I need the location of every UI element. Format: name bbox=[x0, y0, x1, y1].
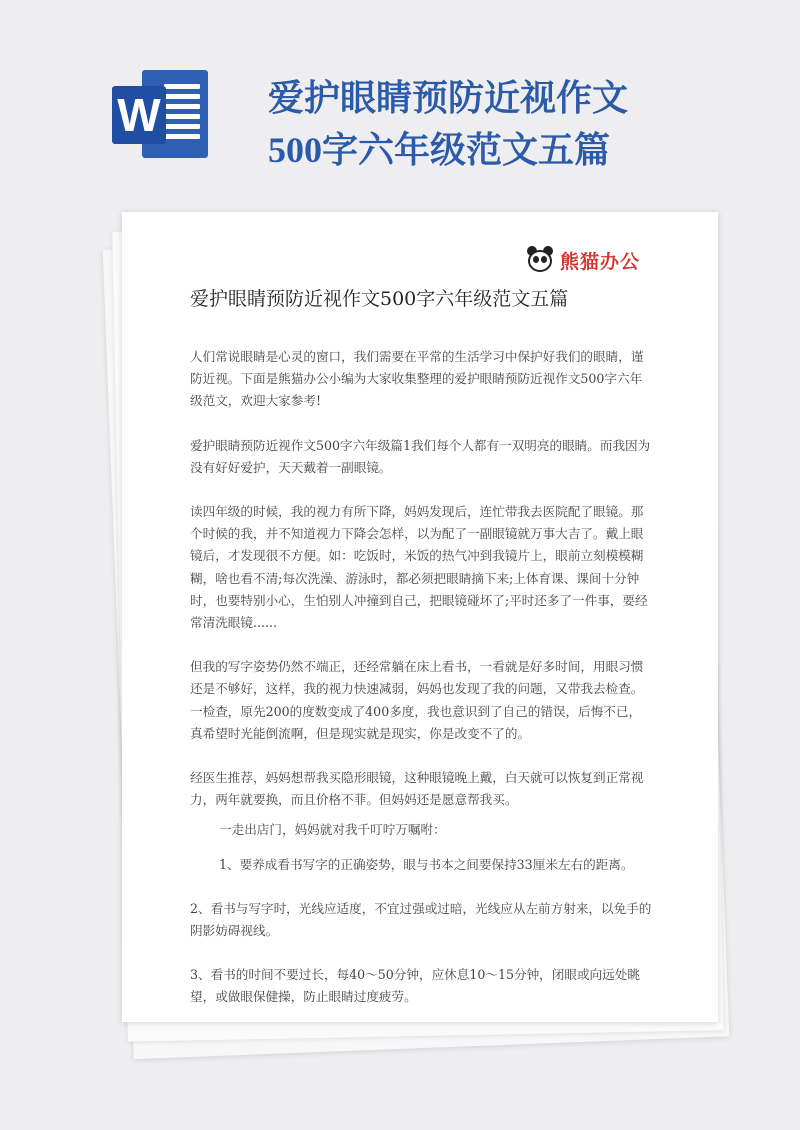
word-icon-letter: W bbox=[112, 86, 166, 144]
tip-paragraph: 3、看书的时间不要过长，每40～50分钟，应休息10～15分钟，闭眼或向远处眺望，或做眼保健操，防止眼睛过度疲劳。 bbox=[190, 967, 640, 1005]
brand-logo bbox=[526, 244, 640, 276]
page-title: 爱护眼睛预防近视作文500字六年级范文五篇 bbox=[268, 78, 629, 170]
document-body bbox=[190, 346, 652, 1031]
document-page bbox=[122, 212, 718, 1022]
paragraph: 但我的写字姿势仍然不端正，还经常躺在床上看书，一看就是好多时间，用眼习惯还是不够好，这样，我的视力快速减弱，妈妈也发现了我的问题，又带我去检查。一检查，原先200的度数变成了400多度，我也意识到了自己的错误，后悔不已，真希望时光能倒流啊，但是现实就是现实，你是改变不了的。 bbox=[190, 659, 644, 741]
paragraph: 爱护眼睛预防近视作文500字六年级篇1我们每个人都有一双明亮的眼睛。而我因为没有好好爱护，天天戴着一副眼镜。 bbox=[190, 437, 651, 475]
document-title: 爱护眼睛预防近视作文500字六年级范文五篇 bbox=[190, 288, 569, 310]
word-icon-lines bbox=[164, 84, 200, 144]
brand-logo-text: 熊猫办公 bbox=[560, 250, 641, 273]
panda-icon bbox=[526, 246, 554, 274]
paragraph: 人们常说眼睛是心灵的窗口，我们需要在平常的生活学习中保护好我们的眼睛，谨防近视。下面是熊猫办公小编为大家收集整理的爱护眼睛预防近视作文500字六年级范文，欢迎大家参考! bbox=[190, 349, 644, 409]
indented-paragraph: 一走出店门，妈妈就对我千叮咛万嘱咐： bbox=[219, 822, 446, 838]
indented-paragraph: 1、要养成看书写字的正确姿势，眼与书本之间要保持33厘米左右的距离。 bbox=[219, 856, 634, 872]
paragraph: 经医生推荐，妈妈想帮我买隐形眼镜，这种眼镜晚上戴，白天就可以恢复到正常视力，两年就要换，而且价格不菲。但妈妈还是愿意帮我买。 bbox=[190, 770, 644, 808]
tip-paragraph: 2、看书与写字时，光线应适度，不宜过强或过暗，光线应从左前方射来，以免手的阴影妨碍视线。 bbox=[190, 900, 652, 939]
paragraph: 读四年级的时候，我的视力有所下降，妈妈发现后，连忙带我去医院配了眼镜。那个时候的我，并不知道视力下降会怎样，以为配了一副眼镜就万事大吉了。戴上眼镜后，才发现很不方便。如：吃饭时，米饭的热气冲到我镜片上，眼前立刻模模糊糊，啥也看不清;每次洗澡、游泳时，都必须把眼睛摘下来;上体育课、课间十分钟时，也要特别小心，生怕别人冲撞到自己，把眼镜碰坏了;平时还多了一件事，要经常清洗眼镜...... bbox=[190, 504, 648, 631]
word-document-icon bbox=[112, 70, 212, 158]
